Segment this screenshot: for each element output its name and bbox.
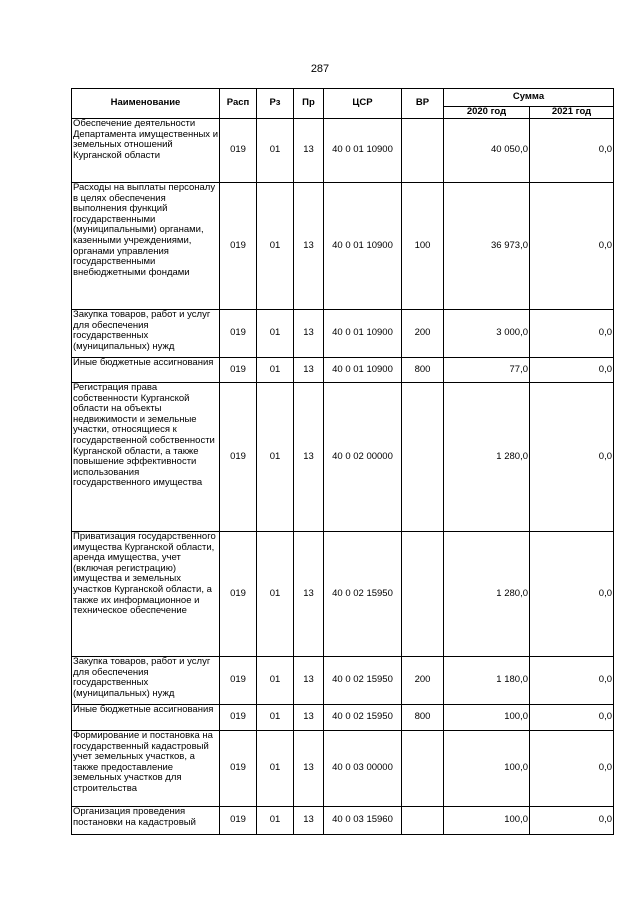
row-2020: 1 280,0 bbox=[444, 532, 530, 657]
row-2020: 100,0 bbox=[444, 807, 530, 835]
row-2020: 100,0 bbox=[444, 731, 530, 807]
row-2021: 0,0 bbox=[530, 705, 614, 731]
row-name: Приватизация государственного имущества Курганской области, аренда имущества, учет (включая регистрацию) имущества и земельных участков Курганской области, а также их информационное и техническое обеспечение bbox=[72, 532, 220, 657]
row-vr: 800 bbox=[402, 705, 444, 731]
row-rasp: 019 bbox=[220, 383, 257, 532]
row-2020: 1 180,0 bbox=[444, 657, 530, 705]
row-2021: 0,0 bbox=[530, 119, 614, 183]
row-2021: 0,0 bbox=[530, 731, 614, 807]
row-2021: 0,0 bbox=[530, 383, 614, 532]
row-csr: 40 0 01 10900 bbox=[324, 119, 402, 183]
row-2021: 0,0 bbox=[530, 358, 614, 383]
row-pr: 13 bbox=[294, 705, 324, 731]
row-csr: 40 0 01 10900 bbox=[324, 310, 402, 358]
row-2020: 40 050,0 bbox=[444, 119, 530, 183]
header-sum: Сумма bbox=[444, 89, 614, 107]
row-vr: 800 bbox=[402, 358, 444, 383]
row-pr: 13 bbox=[294, 119, 324, 183]
row-2021: 0,0 bbox=[530, 657, 614, 705]
row-csr: 40 0 03 15960 bbox=[324, 807, 402, 835]
header-pr: Пр bbox=[294, 89, 324, 119]
row-rz: 01 bbox=[257, 807, 294, 835]
row-pr: 13 bbox=[294, 532, 324, 657]
row-pr: 13 bbox=[294, 310, 324, 358]
row-rasp: 019 bbox=[220, 532, 257, 657]
row-pr: 13 bbox=[294, 731, 324, 807]
row-name: Расходы на выплаты персоналу в целях обеспечения выполнения функций государственными (муниципальными) органами, казенными учреждениями, органами управления государственными внебюджетными фондами bbox=[72, 183, 220, 310]
row-2020: 3 000,0 bbox=[444, 310, 530, 358]
row-pr: 13 bbox=[294, 183, 324, 310]
header-vr: ВР bbox=[402, 89, 444, 119]
row-rasp: 019 bbox=[220, 807, 257, 835]
row-rz: 01 bbox=[257, 383, 294, 532]
row-csr: 40 0 02 15950 bbox=[324, 657, 402, 705]
row-vr bbox=[402, 532, 444, 657]
row-rasp: 019 bbox=[220, 119, 257, 183]
row-rz: 01 bbox=[257, 310, 294, 358]
table-row bbox=[72, 807, 614, 835]
table-row bbox=[72, 358, 614, 383]
row-pr: 13 bbox=[294, 383, 324, 532]
row-rz: 01 bbox=[257, 183, 294, 310]
table-row bbox=[72, 310, 614, 358]
row-name: Обеспечение деятельности Департамента имущественных и земельных отношений Курганской области bbox=[72, 119, 220, 183]
row-rasp: 019 bbox=[220, 705, 257, 731]
budget-table bbox=[71, 88, 614, 835]
row-rasp: 019 bbox=[220, 183, 257, 310]
table-row bbox=[72, 383, 614, 532]
row-vr: 100 bbox=[402, 183, 444, 310]
row-rz: 01 bbox=[257, 119, 294, 183]
row-name: Иные бюджетные ассигнования bbox=[72, 705, 220, 731]
row-name: Закупка товаров, работ и услуг для обеспечения государственных (муниципальных) нужд bbox=[72, 310, 220, 358]
table-row bbox=[72, 532, 614, 657]
row-name: Организация проведения постановки на кадастровый bbox=[72, 807, 220, 835]
row-csr: 40 0 01 10900 bbox=[324, 358, 402, 383]
row-2021: 0,0 bbox=[530, 807, 614, 835]
header-2020: 2020 год bbox=[444, 107, 530, 119]
row-vr bbox=[402, 731, 444, 807]
table-row bbox=[72, 119, 614, 183]
row-vr: 200 bbox=[402, 310, 444, 358]
row-vr: 200 bbox=[402, 657, 444, 705]
header-name: Наименование bbox=[72, 89, 220, 119]
row-name: Формирование и постановка на государственный кадастровый учет земельных участков, а также предоставление земельных участков для строительства bbox=[72, 731, 220, 807]
table-row bbox=[72, 183, 614, 310]
row-pr: 13 bbox=[294, 358, 324, 383]
row-rasp: 019 bbox=[220, 358, 257, 383]
page-number: 287 bbox=[310, 63, 330, 75]
row-pr: 13 bbox=[294, 807, 324, 835]
row-vr bbox=[402, 807, 444, 835]
row-2020: 1 280,0 bbox=[444, 383, 530, 532]
row-vr bbox=[402, 119, 444, 183]
row-csr: 40 0 03 00000 bbox=[324, 731, 402, 807]
row-2021: 0,0 bbox=[530, 183, 614, 310]
row-rasp: 019 bbox=[220, 731, 257, 807]
row-2021: 0,0 bbox=[530, 532, 614, 657]
row-name: Регистрация права собственности Курганской области на объекты недвижимости и земельные участки, относящиеся к государственной собственности Курганской области, а также повышение эффективности использования государственного имущества bbox=[72, 383, 220, 532]
row-2020: 77,0 bbox=[444, 358, 530, 383]
row-csr: 40 0 02 15950 bbox=[324, 705, 402, 731]
header-csr: ЦСР bbox=[324, 89, 402, 119]
row-rz: 01 bbox=[257, 358, 294, 383]
table-row bbox=[72, 705, 614, 731]
table-row bbox=[72, 731, 614, 807]
row-vr bbox=[402, 383, 444, 532]
row-csr: 40 0 02 00000 bbox=[324, 383, 402, 532]
row-2020: 100,0 bbox=[444, 705, 530, 731]
row-rasp: 019 bbox=[220, 310, 257, 358]
row-rasp: 019 bbox=[220, 657, 257, 705]
row-rz: 01 bbox=[257, 705, 294, 731]
table-row bbox=[72, 657, 614, 705]
row-2020: 36 973,0 bbox=[444, 183, 530, 310]
row-csr: 40 0 02 15950 bbox=[324, 532, 402, 657]
row-rz: 01 bbox=[257, 532, 294, 657]
header-2021: 2021 год bbox=[530, 107, 614, 119]
row-name: Иные бюджетные ассигнования bbox=[72, 358, 220, 383]
row-rz: 01 bbox=[257, 731, 294, 807]
header-rasp: Расп bbox=[220, 89, 257, 119]
row-name: Закупка товаров, работ и услуг для обеспечения государственных (муниципальных) нужд bbox=[72, 657, 220, 705]
row-pr: 13 bbox=[294, 657, 324, 705]
row-2021: 0,0 bbox=[530, 310, 614, 358]
header-rz: Рз bbox=[257, 89, 294, 119]
row-rz: 01 bbox=[257, 657, 294, 705]
row-csr: 40 0 01 10900 bbox=[324, 183, 402, 310]
